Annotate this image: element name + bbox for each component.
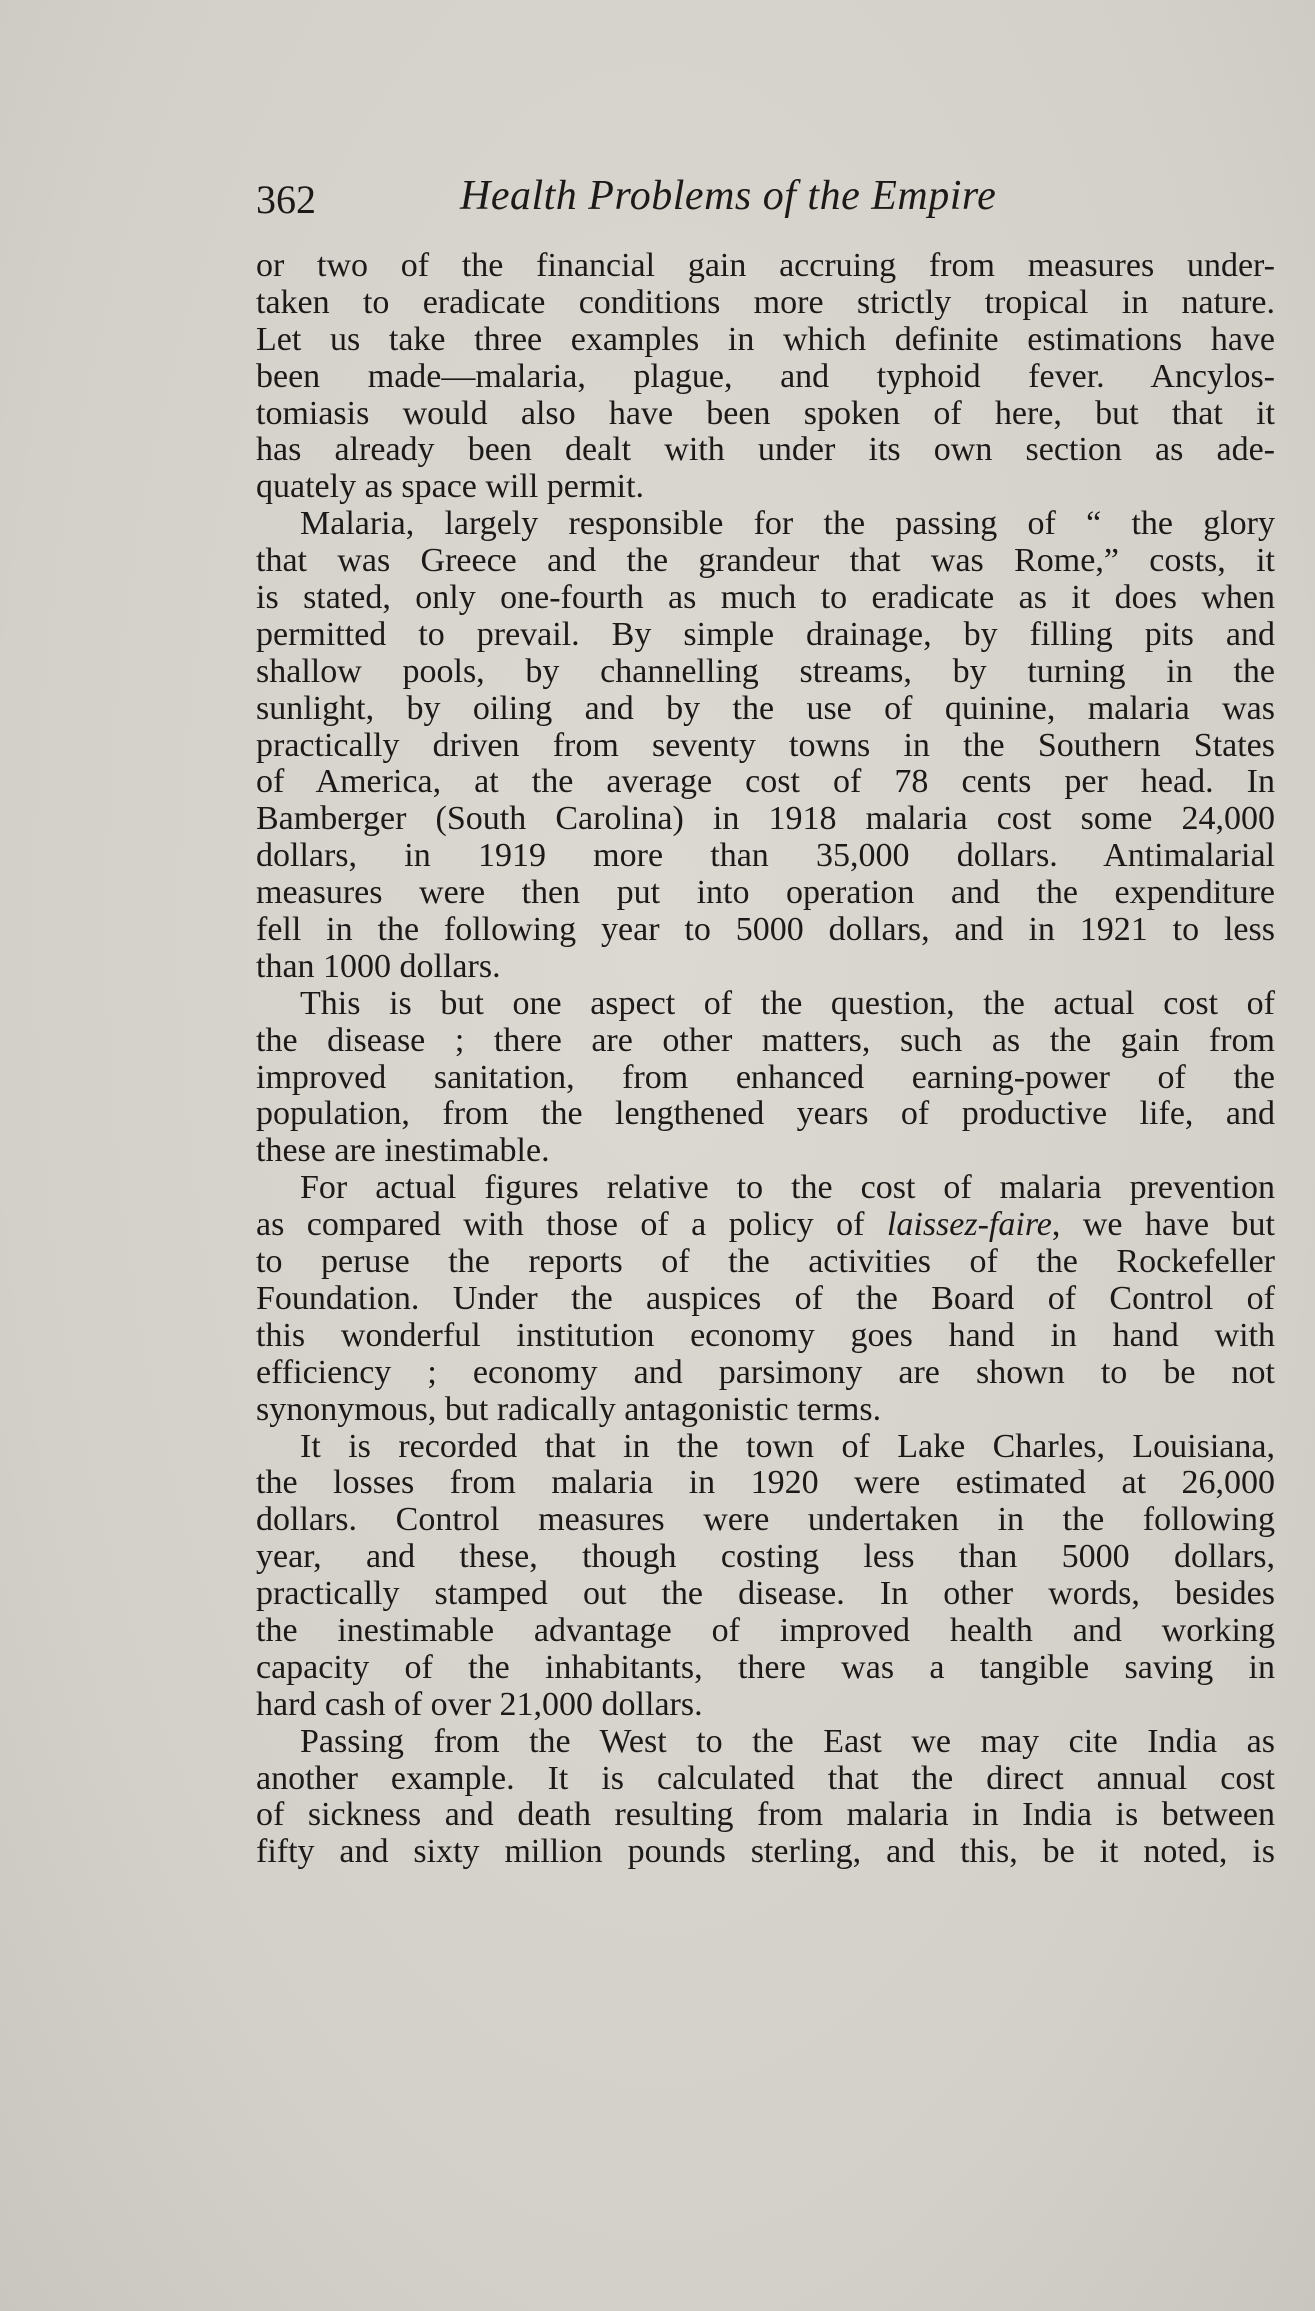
text-line: dollars. Control measures were undertaken in the following xyxy=(256,1501,1275,1539)
text-line: Malaria, largely responsible for the passing of “ the glory xyxy=(300,505,1275,543)
text-line: practically driven from seventy towns in the Southern States xyxy=(256,726,1275,764)
text-line: Let us take three examples in which definite estimations have xyxy=(256,320,1275,358)
text-line: Passing from the West to the East we may cite India as xyxy=(300,1722,1275,1760)
text-span: as compared with those of a policy of xyxy=(256,1206,887,1244)
text-line: Foundation. Under the auspices of the Board of Control of xyxy=(256,1279,1275,1317)
text-line: that was Greece and the grandeur that was Rome,” costs, it xyxy=(256,542,1275,580)
text-line: than 1000 dollars. xyxy=(256,947,501,985)
text-line: of sickness and death resulting from malaria in India is between xyxy=(256,1796,1275,1834)
text-line: to peruse the reports of the activities of the Rockefeller xyxy=(256,1243,1275,1281)
text-line: or two of the financial gain accruing from measures under- xyxy=(256,247,1275,284)
text-line: hard cash of over 21,000 dollars. xyxy=(256,1685,703,1723)
text-line: synonymous, but radically antagonistic terms. xyxy=(256,1390,882,1428)
italic-term: laissez-faire xyxy=(886,1206,1052,1244)
text-line: fifty and sixty million pounds sterling, and this, be it noted, is xyxy=(256,1833,1275,1871)
text-line: taken to eradicate conditions more strictly tropical in nature. xyxy=(256,283,1275,321)
text-line: been made—malaria, plague, and typhoid fever. Ancylos- xyxy=(256,357,1275,395)
text-line: quately as space will permit. xyxy=(256,468,645,506)
text-line: population, from the lengthened years of productive life, and xyxy=(256,1095,1275,1133)
text-line: Bamberger (South Carolina) in 1918 malaria cost some 24,000 xyxy=(256,800,1275,838)
text-line: practically stamped out the disease. In other words, besides xyxy=(256,1575,1275,1613)
text-line: sunlight, by oiling and by the use of quinine, malaria was xyxy=(256,689,1275,727)
text-line: the losses from malaria in 1920 were estimated at 26,000 xyxy=(256,1464,1275,1502)
body-text xyxy=(256,248,1275,1871)
text-line: shallow pools, by channelling streams, by turning in the xyxy=(256,652,1275,690)
text-line: improved sanitation, from enhanced earning-power of the xyxy=(256,1058,1275,1096)
page-number: 362 xyxy=(256,177,316,222)
text-line: this wonderful institution economy goes hand in hand with xyxy=(256,1316,1275,1354)
text-line: fell in the following year to 5000 dollars, and in 1921 to less xyxy=(256,911,1275,949)
text-line: has already been dealt with under its own section as ade- xyxy=(256,431,1275,469)
text-line: capacity of the inhabitants, there was a tangible saving in xyxy=(256,1648,1275,1686)
text-line: these are inestimable. xyxy=(256,1132,550,1170)
text-line: dollars, in 1919 more than 35,000 dollars. Antimalarial xyxy=(256,837,1275,875)
text-line: is stated, only one-fourth as much to eradicate as it does when xyxy=(256,579,1275,617)
text-line: tomiasis would also have been spoken of here, but that it xyxy=(256,394,1275,432)
text-line: This is but one aspect of the question, the actual cost of xyxy=(300,984,1275,1022)
text-line: efficiency ; economy and parsimony are shown to be not xyxy=(256,1353,1275,1391)
text-line: It is recorded that in the town of Lake Charles, Louisiana, xyxy=(300,1427,1275,1465)
text-line: measures were then put into operation and the expenditure xyxy=(256,874,1275,912)
text-line: of America, at the average cost of 78 cents per head. In xyxy=(256,763,1275,801)
text-line xyxy=(256,1207,1275,1244)
text-line: year, and these, though costing less than 5000 dollars, xyxy=(256,1538,1275,1576)
text-line: another example. It is calculated that the direct annual cost xyxy=(256,1759,1275,1797)
running-title: Health Problems of the Empire xyxy=(460,173,997,219)
text-span: , we have but xyxy=(1051,1206,1276,1244)
text-line: the disease ; there are other matters, such as the gain from xyxy=(256,1021,1275,1059)
text-line: the inestimable advantage of improved health and working xyxy=(256,1611,1275,1649)
text-line: For actual figures relative to the cost of malaria prevention xyxy=(300,1169,1275,1207)
text-line: permitted to prevail. By simple drainage, by filling pits and xyxy=(256,615,1275,653)
